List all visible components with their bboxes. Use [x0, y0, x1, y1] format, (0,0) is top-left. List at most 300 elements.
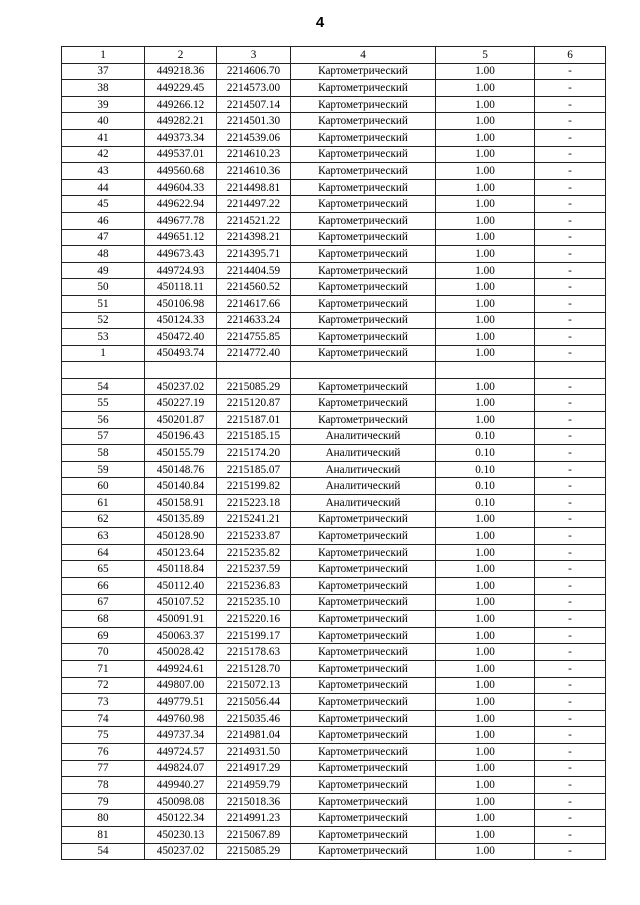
point-number-cell: 43: [62, 163, 145, 180]
accuracy-cell: 0.10: [436, 428, 535, 445]
point-number-cell: 61: [62, 495, 145, 512]
point-number-cell: 48: [62, 246, 145, 263]
y-coordinate-cell: 2214981.04: [217, 727, 291, 744]
y-coordinate-cell: 2215056.44: [217, 694, 291, 711]
note-cell: -: [535, 445, 606, 462]
x-coordinate-cell: 450118.84: [145, 561, 217, 578]
accuracy-cell: 1.00: [436, 229, 535, 246]
table-row: [62, 445, 606, 462]
note-cell: -: [535, 395, 606, 412]
method-cell: Картометрический: [291, 528, 436, 545]
method-cell: Аналитический: [291, 445, 436, 462]
note-cell: -: [535, 96, 606, 113]
note-cell: -: [535, 561, 606, 578]
note-cell: -: [535, 478, 606, 495]
x-coordinate-cell: 449724.57: [145, 743, 217, 760]
table-row: [62, 262, 606, 279]
x-coordinate-cell: 449218.36: [145, 63, 217, 80]
y-coordinate-cell: 2215187.01: [217, 412, 291, 429]
x-coordinate-cell: 450140.84: [145, 478, 217, 495]
accuracy-cell: 1.00: [436, 129, 535, 146]
method-cell: Картометрический: [291, 544, 436, 561]
method-cell: Картометрический: [291, 246, 436, 263]
note-cell: -: [535, 627, 606, 644]
accuracy-cell: 1.00: [436, 113, 535, 130]
header-col-1: 1: [62, 47, 145, 64]
accuracy-cell: 1.00: [436, 96, 535, 113]
method-cell: Картометрический: [291, 113, 436, 130]
note-cell: -: [535, 312, 606, 329]
method-cell: Картометрический: [291, 212, 436, 229]
accuracy-cell: 1.00: [436, 63, 535, 80]
y-coordinate-cell: 2214610.23: [217, 146, 291, 163]
point-number-cell: 68: [62, 611, 145, 628]
accuracy-cell: 1.00: [436, 743, 535, 760]
table-row: [62, 428, 606, 445]
y-coordinate-cell: 2215178.63: [217, 644, 291, 661]
coordinates-table: [61, 46, 606, 860]
x-coordinate-cell: 449807.00: [145, 677, 217, 694]
method-cell: Картометрический: [291, 727, 436, 744]
method-cell: Картометрический: [291, 810, 436, 827]
accuracy-cell: 1.00: [436, 246, 535, 263]
table-row: [62, 329, 606, 346]
table-row: [62, 611, 606, 628]
x-coordinate-cell: 450091.91: [145, 611, 217, 628]
method-cell: Картометрический: [291, 179, 436, 196]
table-row: [62, 461, 606, 478]
y-coordinate-cell: 2214991.23: [217, 810, 291, 827]
y-coordinate-cell: 2214560.52: [217, 279, 291, 296]
x-coordinate-cell: 450158.91: [145, 495, 217, 512]
note-cell: [535, 362, 606, 379]
table-row: [62, 113, 606, 130]
point-number-cell: 70: [62, 644, 145, 661]
method-cell: Картометрический: [291, 196, 436, 213]
y-coordinate-cell: 2215085.29: [217, 843, 291, 860]
x-coordinate-cell: 450112.40: [145, 578, 217, 595]
method-cell: Аналитический: [291, 478, 436, 495]
note-cell: -: [535, 594, 606, 611]
x-coordinate-cell: 449940.27: [145, 777, 217, 794]
accuracy-cell: 1.00: [436, 146, 535, 163]
accuracy-cell: 1.00: [436, 843, 535, 860]
y-coordinate-cell: 2214917.29: [217, 760, 291, 777]
note-cell: -: [535, 694, 606, 711]
accuracy-cell: [436, 362, 535, 379]
y-coordinate-cell: 2215236.83: [217, 578, 291, 595]
y-coordinate-cell: 2215233.87: [217, 528, 291, 545]
point-number-cell: 47: [62, 229, 145, 246]
method-cell: Картометрический: [291, 146, 436, 163]
note-cell: -: [535, 163, 606, 180]
page-number: 4: [315, 14, 325, 31]
x-coordinate-cell: 449266.12: [145, 96, 217, 113]
method-cell: Картометрический: [291, 63, 436, 80]
note-cell: -: [535, 113, 606, 130]
method-cell: Картометрический: [291, 312, 436, 329]
y-coordinate-cell: 2214501.30: [217, 113, 291, 130]
table-row: [62, 229, 606, 246]
note-cell: -: [535, 544, 606, 561]
x-coordinate-cell: 450148.76: [145, 461, 217, 478]
note-cell: -: [535, 80, 606, 97]
table-row: [62, 378, 606, 395]
table-row: [62, 843, 606, 860]
point-number-cell: 49: [62, 262, 145, 279]
method-cell: Картометрический: [291, 163, 436, 180]
method-cell: Картометрический: [291, 677, 436, 694]
y-coordinate-cell: 2214521.22: [217, 212, 291, 229]
point-number-cell: 69: [62, 627, 145, 644]
x-coordinate-cell: 449673.43: [145, 246, 217, 263]
method-cell: Аналитический: [291, 428, 436, 445]
note-cell: -: [535, 196, 606, 213]
y-coordinate-cell: 2214507.14: [217, 96, 291, 113]
method-cell: Картометрический: [291, 80, 436, 97]
table-row: [62, 644, 606, 661]
note-cell: -: [535, 461, 606, 478]
note-cell: -: [535, 644, 606, 661]
table-row: [62, 511, 606, 528]
note-cell: -: [535, 129, 606, 146]
table-row: [62, 412, 606, 429]
accuracy-cell: 1.00: [436, 611, 535, 628]
x-coordinate-cell: 449779.51: [145, 694, 217, 711]
x-coordinate-cell: 450124.33: [145, 312, 217, 329]
note-cell: -: [535, 329, 606, 346]
y-coordinate-cell: 2215185.15: [217, 428, 291, 445]
point-number-cell: 76: [62, 743, 145, 760]
x-coordinate-cell: 449824.07: [145, 760, 217, 777]
table-row: [62, 246, 606, 263]
point-number-cell: 71: [62, 660, 145, 677]
y-coordinate-cell: 2214497.22: [217, 196, 291, 213]
table-row: [62, 129, 606, 146]
point-number-cell: 50: [62, 279, 145, 296]
y-coordinate-cell: 2215235.10: [217, 594, 291, 611]
accuracy-cell: 1.00: [436, 644, 535, 661]
method-cell: Картометрический: [291, 594, 436, 611]
method-cell: Картометрический: [291, 511, 436, 528]
point-number-cell: 65: [62, 561, 145, 578]
table-row: [62, 810, 606, 827]
y-coordinate-cell: 2215199.17: [217, 627, 291, 644]
note-cell: -: [535, 495, 606, 512]
accuracy-cell: 1.00: [436, 312, 535, 329]
method-cell: Картометрический: [291, 279, 436, 296]
x-coordinate-cell: 449282.21: [145, 113, 217, 130]
y-coordinate-cell: 2215223.18: [217, 495, 291, 512]
header-col-4: 4: [291, 47, 436, 64]
point-number-cell: 52: [62, 312, 145, 329]
table-row: [62, 345, 606, 362]
y-coordinate-cell: 2215120.87: [217, 395, 291, 412]
point-number-cell: 77: [62, 760, 145, 777]
y-coordinate-cell: 2215185.07: [217, 461, 291, 478]
x-coordinate-cell: 449724.93: [145, 262, 217, 279]
point-number-cell: 1: [62, 345, 145, 362]
accuracy-cell: 1.00: [436, 345, 535, 362]
accuracy-cell: 0.10: [436, 495, 535, 512]
accuracy-cell: 1.00: [436, 727, 535, 744]
point-number-cell: 62: [62, 511, 145, 528]
table-row: [62, 760, 606, 777]
method-cell: Картометрический: [291, 627, 436, 644]
note-cell: -: [535, 229, 606, 246]
table-row: [62, 495, 606, 512]
accuracy-cell: 1.00: [436, 262, 535, 279]
note-cell: -: [535, 428, 606, 445]
point-number-cell: 58: [62, 445, 145, 462]
table-row: [62, 777, 606, 794]
point-number-cell: 72: [62, 677, 145, 694]
header-col-6: 6: [535, 47, 606, 64]
y-coordinate-cell: 2215241.21: [217, 511, 291, 528]
method-cell: Картометрический: [291, 777, 436, 794]
y-coordinate-cell: 2214606.70: [217, 63, 291, 80]
point-number-cell: 53: [62, 329, 145, 346]
y-coordinate-cell: 2214398.21: [217, 229, 291, 246]
point-number-cell: 56: [62, 412, 145, 429]
y-coordinate-cell: 2215035.46: [217, 710, 291, 727]
x-coordinate-cell: 450118.11: [145, 279, 217, 296]
accuracy-cell: 1.00: [436, 163, 535, 180]
table-row: [62, 312, 606, 329]
accuracy-cell: 0.10: [436, 461, 535, 478]
x-coordinate-cell: 450196.43: [145, 428, 217, 445]
method-cell: Картометрический: [291, 793, 436, 810]
accuracy-cell: 1.00: [436, 80, 535, 97]
x-coordinate-cell: 449229.45: [145, 80, 217, 97]
point-number-cell: 79: [62, 793, 145, 810]
accuracy-cell: 1.00: [436, 412, 535, 429]
note-cell: -: [535, 760, 606, 777]
note-cell: -: [535, 611, 606, 628]
note-cell: -: [535, 212, 606, 229]
point-number-cell: 55: [62, 395, 145, 412]
x-coordinate-cell: 450122.34: [145, 810, 217, 827]
accuracy-cell: 0.10: [436, 478, 535, 495]
method-cell: Картометрический: [291, 710, 436, 727]
accuracy-cell: 1.00: [436, 810, 535, 827]
point-number-cell: 63: [62, 528, 145, 545]
header-col-5: 5: [436, 47, 535, 64]
table-row: [62, 793, 606, 810]
y-coordinate-cell: 2215237.59: [217, 561, 291, 578]
table-row: [62, 163, 606, 180]
x-coordinate-cell: 449677.78: [145, 212, 217, 229]
point-number-cell: 42: [62, 146, 145, 163]
accuracy-cell: 1.00: [436, 594, 535, 611]
point-number-cell: 37: [62, 63, 145, 80]
table-row: [62, 694, 606, 711]
x-coordinate-cell: 449760.98: [145, 710, 217, 727]
x-coordinate-cell: [145, 362, 217, 379]
point-number-cell: 54: [62, 843, 145, 860]
point-number-cell: 64: [62, 544, 145, 561]
x-coordinate-cell: 450230.13: [145, 826, 217, 843]
table-row: [62, 743, 606, 760]
x-coordinate-cell: 449560.68: [145, 163, 217, 180]
table-row: [62, 279, 606, 296]
accuracy-cell: 1.00: [436, 561, 535, 578]
y-coordinate-cell: 2215018.36: [217, 793, 291, 810]
table-row: [62, 295, 606, 312]
note-cell: -: [535, 412, 606, 429]
table-row: [62, 478, 606, 495]
accuracy-cell: 1.00: [436, 544, 535, 561]
accuracy-cell: 1.00: [436, 793, 535, 810]
y-coordinate-cell: 2214573.00: [217, 80, 291, 97]
accuracy-cell: 1.00: [436, 212, 535, 229]
accuracy-cell: 1.00: [436, 196, 535, 213]
note-cell: -: [535, 179, 606, 196]
point-number-cell: 74: [62, 710, 145, 727]
accuracy-cell: 1.00: [436, 329, 535, 346]
point-number-cell: 40: [62, 113, 145, 130]
accuracy-cell: 1.00: [436, 578, 535, 595]
x-coordinate-cell: 450128.90: [145, 528, 217, 545]
table-row: [62, 627, 606, 644]
x-coordinate-cell: 449924.61: [145, 660, 217, 677]
x-coordinate-cell: 449604.33: [145, 179, 217, 196]
method-cell: Картометрический: [291, 96, 436, 113]
method-cell: Картометрический: [291, 329, 436, 346]
x-coordinate-cell: 450201.87: [145, 412, 217, 429]
note-cell: -: [535, 727, 606, 744]
method-cell: Аналитический: [291, 495, 436, 512]
x-coordinate-cell: 450472.40: [145, 329, 217, 346]
point-number-cell: 75: [62, 727, 145, 744]
point-number-cell: 66: [62, 578, 145, 595]
y-coordinate-cell: 2215085.29: [217, 378, 291, 395]
y-coordinate-cell: 2214395.71: [217, 246, 291, 263]
method-cell: Картометрический: [291, 826, 436, 843]
method-cell: Картометрический: [291, 578, 436, 595]
y-coordinate-cell: 2214610.36: [217, 163, 291, 180]
accuracy-cell: 1.00: [436, 528, 535, 545]
method-cell: Картометрический: [291, 395, 436, 412]
accuracy-cell: 0.10: [436, 445, 535, 462]
note-cell: -: [535, 578, 606, 595]
note-cell: -: [535, 63, 606, 80]
table-row: [62, 395, 606, 412]
table-row: [62, 146, 606, 163]
x-coordinate-cell: 450135.89: [145, 511, 217, 528]
table-row: [62, 677, 606, 694]
note-cell: -: [535, 295, 606, 312]
note-cell: -: [535, 511, 606, 528]
header-col-2: 2: [145, 47, 217, 64]
accuracy-cell: 1.00: [436, 378, 535, 395]
accuracy-cell: 1.00: [436, 660, 535, 677]
method-cell: Картометрический: [291, 345, 436, 362]
x-coordinate-cell: 450063.37: [145, 627, 217, 644]
method-cell: Картометрический: [291, 295, 436, 312]
y-coordinate-cell: 2214755.85: [217, 329, 291, 346]
y-coordinate-cell: 2214931.50: [217, 743, 291, 760]
note-cell: -: [535, 262, 606, 279]
y-coordinate-cell: 2215128.70: [217, 660, 291, 677]
note-cell: -: [535, 378, 606, 395]
method-cell: Картометрический: [291, 378, 436, 395]
point-number-cell: [62, 362, 145, 379]
accuracy-cell: 1.00: [436, 710, 535, 727]
accuracy-cell: 1.00: [436, 760, 535, 777]
x-coordinate-cell: 450227.19: [145, 395, 217, 412]
x-coordinate-cell: 449537.01: [145, 146, 217, 163]
accuracy-cell: 1.00: [436, 826, 535, 843]
point-number-cell: 54: [62, 378, 145, 395]
method-cell: [291, 362, 436, 379]
method-cell: Картометрический: [291, 660, 436, 677]
point-number-cell: 73: [62, 694, 145, 711]
note-cell: -: [535, 810, 606, 827]
y-coordinate-cell: 2215174.20: [217, 445, 291, 462]
method-cell: Картометрический: [291, 644, 436, 661]
point-number-cell: 38: [62, 80, 145, 97]
note-cell: -: [535, 528, 606, 545]
note-cell: -: [535, 793, 606, 810]
method-cell: Картометрический: [291, 129, 436, 146]
point-number-cell: 41: [62, 129, 145, 146]
table-body: [62, 63, 606, 860]
accuracy-cell: 1.00: [436, 395, 535, 412]
accuracy-cell: 1.00: [436, 279, 535, 296]
accuracy-cell: 1.00: [436, 677, 535, 694]
point-number-cell: 44: [62, 179, 145, 196]
accuracy-cell: 1.00: [436, 179, 535, 196]
x-coordinate-cell: 449373.34: [145, 129, 217, 146]
x-coordinate-cell: 449737.34: [145, 727, 217, 744]
point-number-cell: 51: [62, 295, 145, 312]
table-row: [62, 561, 606, 578]
x-coordinate-cell: 450028.42: [145, 644, 217, 661]
y-coordinate-cell: 2214959.79: [217, 777, 291, 794]
table-row: [62, 578, 606, 595]
note-cell: -: [535, 743, 606, 760]
table-row: [62, 212, 606, 229]
table-row: [62, 594, 606, 611]
y-coordinate-cell: 2214633.24: [217, 312, 291, 329]
table-row: [62, 362, 606, 379]
x-coordinate-cell: 450155.79: [145, 445, 217, 462]
table-row: [62, 660, 606, 677]
y-coordinate-cell: [217, 362, 291, 379]
y-coordinate-cell: 2214539.06: [217, 129, 291, 146]
note-cell: -: [535, 826, 606, 843]
table-row: [62, 528, 606, 545]
y-coordinate-cell: 2215072.13: [217, 677, 291, 694]
y-coordinate-cell: 2214404.59: [217, 262, 291, 279]
table-row: [62, 80, 606, 97]
method-cell: Аналитический: [291, 461, 436, 478]
point-number-cell: 60: [62, 478, 145, 495]
y-coordinate-cell: 2215220.16: [217, 611, 291, 628]
accuracy-cell: 1.00: [436, 627, 535, 644]
table-row: [62, 179, 606, 196]
x-coordinate-cell: 450493.74: [145, 345, 217, 362]
table-row: [62, 96, 606, 113]
method-cell: Картометрический: [291, 412, 436, 429]
x-coordinate-cell: 450107.52: [145, 594, 217, 611]
point-number-cell: 57: [62, 428, 145, 445]
method-cell: Картометрический: [291, 694, 436, 711]
point-number-cell: 59: [62, 461, 145, 478]
point-number-cell: 39: [62, 96, 145, 113]
accuracy-cell: 1.00: [436, 777, 535, 794]
